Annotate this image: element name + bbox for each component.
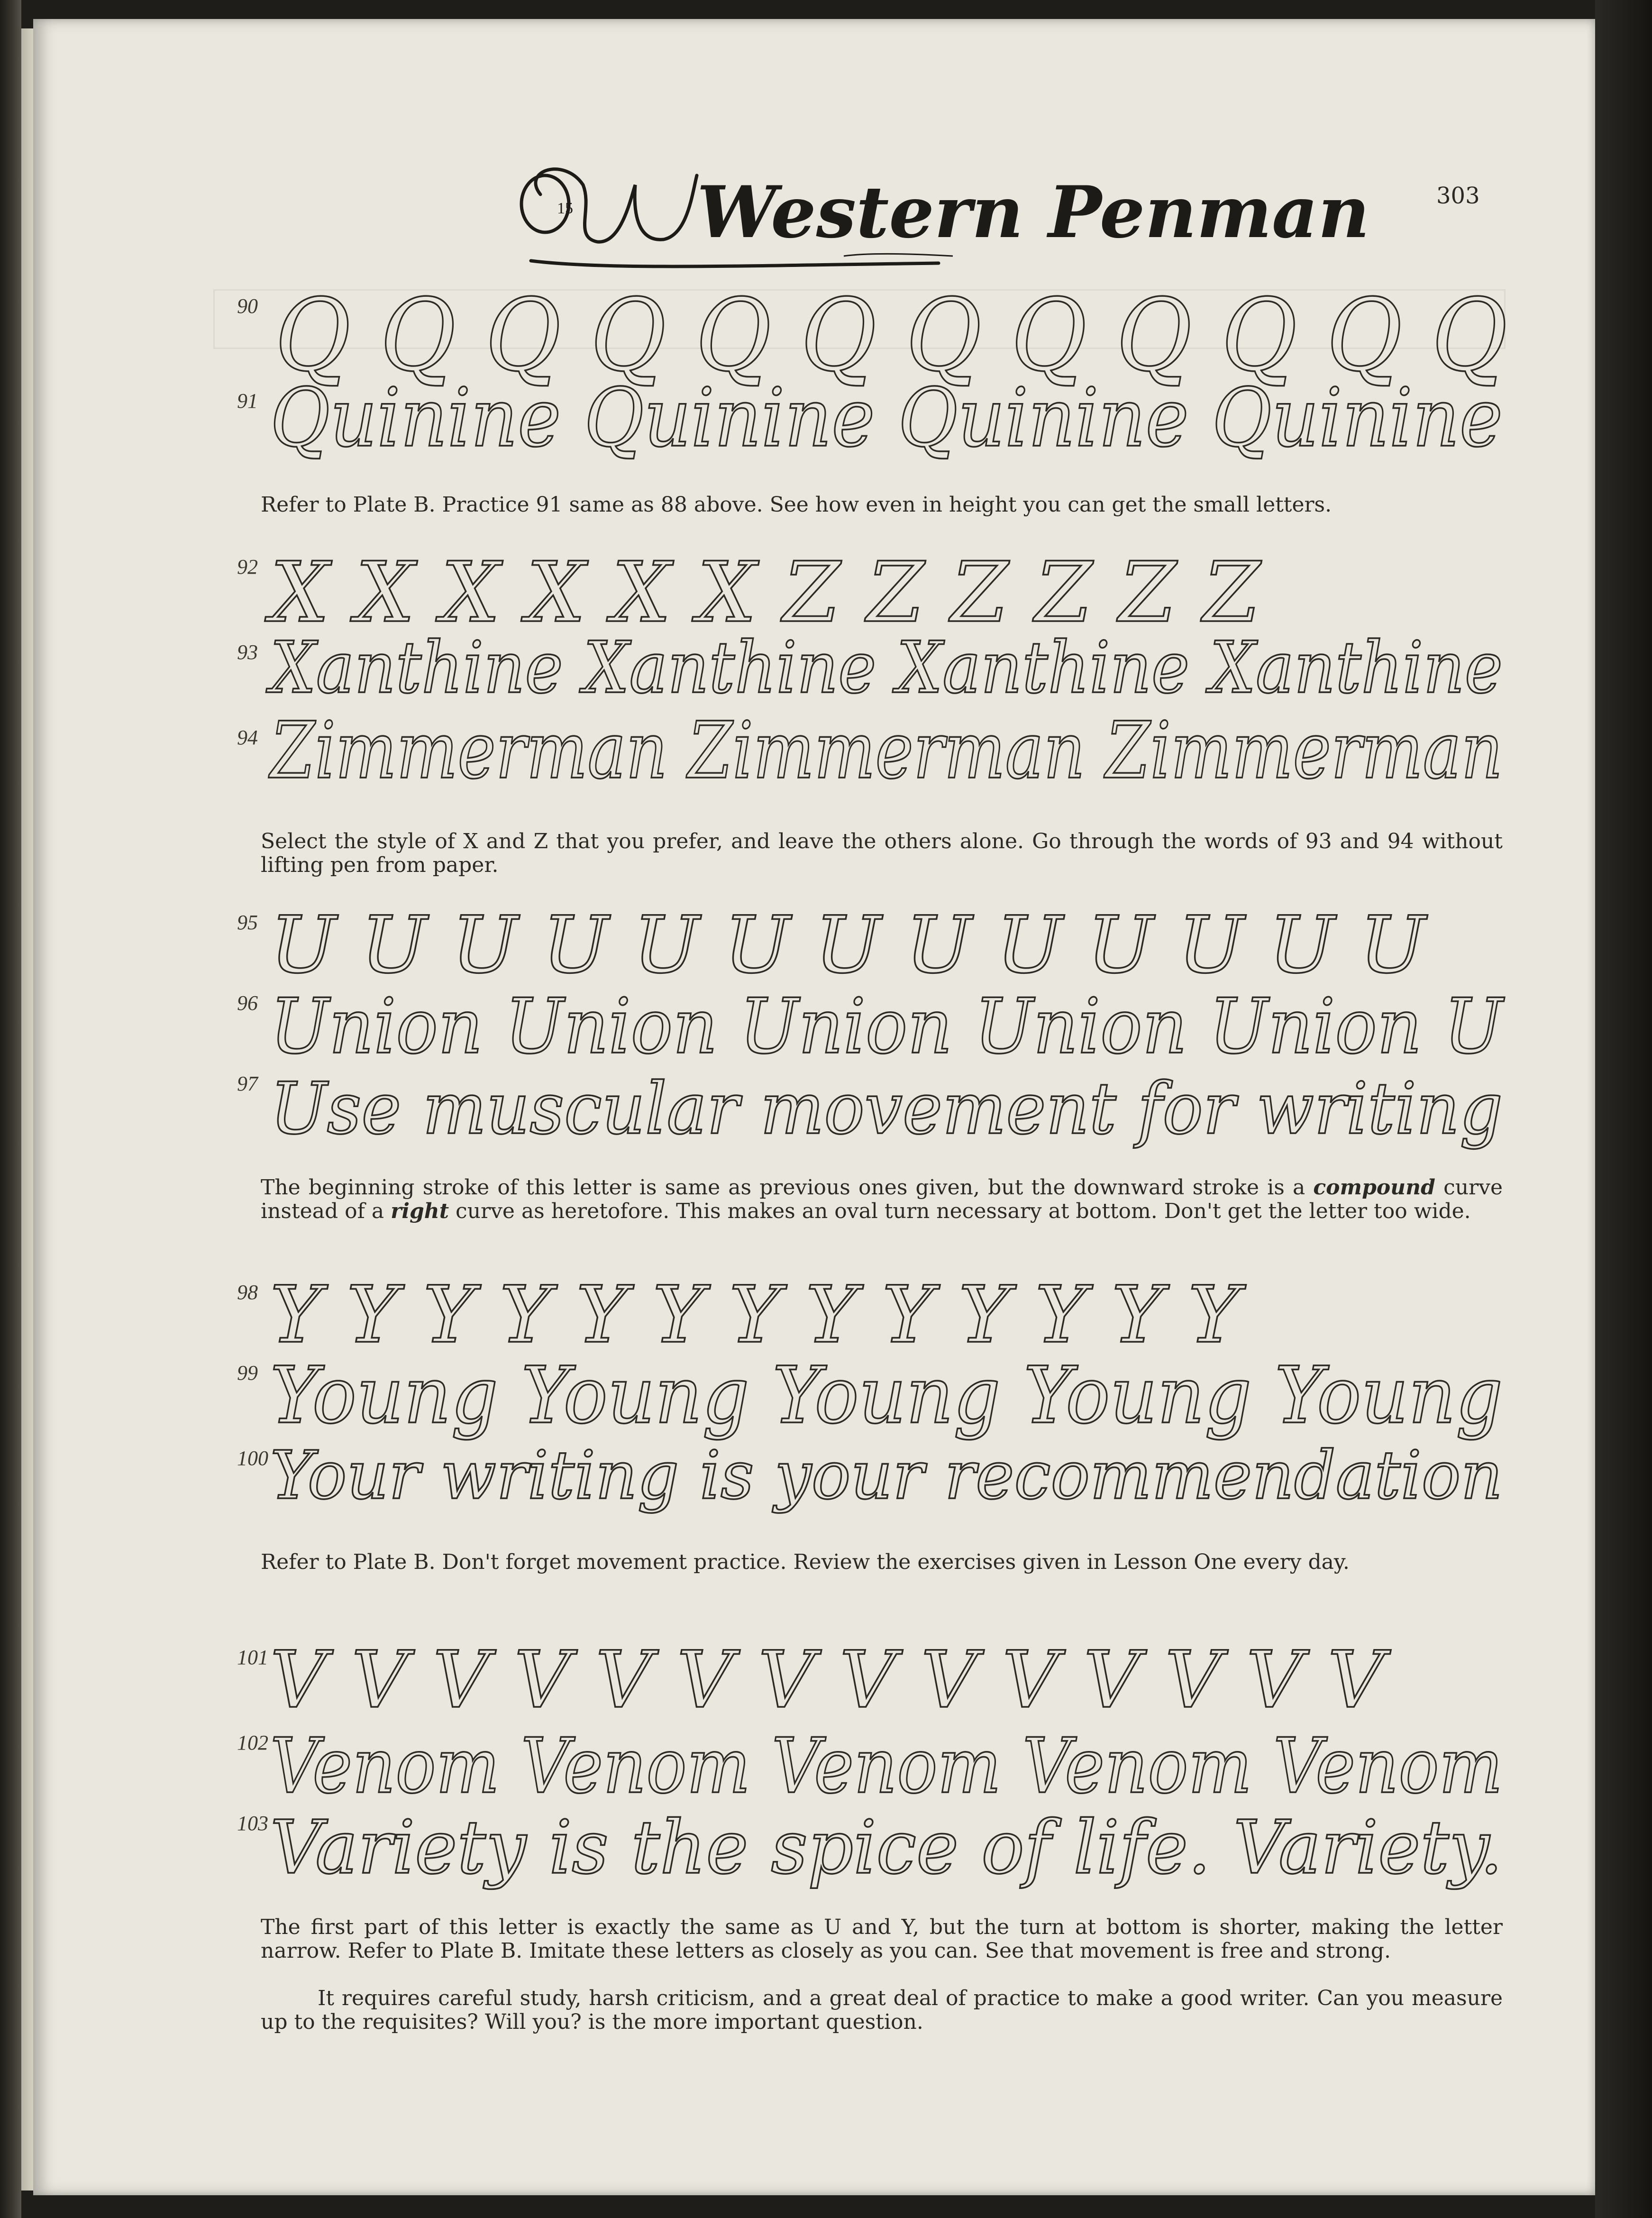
script-text: Xanthine Xanthine Xanthine Xanthine [265,627,1503,709]
exercise-number: 92 [237,555,258,578]
exercise-row [237,705,1526,820]
exercise-number: 102 [237,1731,268,1754]
script-line [265,705,1526,820]
script-line [265,371,1526,484]
script-text: Quinine Quinine Quinine Quinine [270,371,1503,465]
script-line [265,1802,1526,1906]
instruction-text: Select the style of X and Z that you prefer, and leave the others alone. Go through the words of 93 and 94 without lifting pen from paper. [261,829,1503,877]
script-text: Use muscular movement for writing [270,1068,1503,1150]
exercise-number: 103 [237,1812,268,1835]
exercise-number: 100 [237,1447,268,1470]
script-text: X X X X X X Z Z Z Z Z Z [270,545,1260,641]
background-edge [1595,0,1652,2218]
instruction-text: Refer to Plate B. Don't forget movement practice. Review the exercises given in Lesson One every day. [261,1550,1350,1574]
exercise-number: 101 [237,1646,268,1669]
script-text: Zimmerman Zimmerman Zimmerman [268,705,1503,796]
book-spine [0,0,21,2218]
emphasis-compound: compound [1313,1175,1435,1200]
exercise-number: 99 [237,1361,258,1384]
emphasis-right: right [391,1199,449,1223]
instruction-text: Refer to Plate B. Practice 91 same as 88 above. See how even in height you can get the small letters. [261,493,1332,517]
script-text: Q Q Q Q Q Q Q Q Q Q Q Q [275,277,1507,394]
exercise-number: 96 [237,991,258,1015]
script-text: Young Young Young Young Young [270,1350,1503,1441]
instruction-text: It requires careful study, harsh criticism, and a great deal of practice to make a good writer. Can you measure up to the requisites? Will you? is the more important question. [261,1986,1503,2034]
exercise-row [237,371,1526,484]
exercise-number: 93 [237,641,258,664]
book-page [33,19,1595,2195]
exercise-number: 95 [237,911,258,934]
script-text: Union Union Union Union Union U [270,982,1505,1071]
instruction-segment: curve as heretofore. This makes an oval turn necessary at bottom. Don't get the letter too wide. [449,1199,1471,1223]
script-text: Y Y Y Y Y Y Y Y Y Y Y Y Y [270,1269,1240,1360]
instruction-text [261,1176,1503,1223]
script-line [265,1062,1526,1166]
exercise-number: 94 [237,726,258,749]
script-text: U U U U U U U U U U U U U [270,899,1426,990]
instruction-segment: The beginning stroke of this letter is same as previous ones given, but the downward stroke is a [261,1175,1314,1200]
script-text: V V V V V V V V V V V V V V [270,1634,1385,1725]
logo-text: Western Penman [697,171,1370,254]
exercise-number: 90 [237,294,258,318]
exercise-row [237,1437,1526,1541]
page-number: 303 [1436,183,1480,209]
exercise-number: 98 [237,1281,258,1304]
instruction-text: The first part of this letter is exactly the same as U and Y, but the turn at bottom is shorter, making the letter narrow. Refer to Plate B. Imitate these letters as closely as you can. See that movement is free and strong. [261,1915,1503,1963]
exercise-row [237,1062,1526,1166]
masthead-logo [512,142,1370,280]
script-text: Venom Venom Venom Venom Venom [270,1722,1503,1810]
exercise-number: 91 [237,389,258,412]
exercise-row [237,1802,1526,1906]
script-line [265,1437,1526,1541]
script-text: Your writing is your recommendation [270,1437,1503,1514]
svg-text:15: 15 [557,200,573,217]
script-text: Variety is the spice of life. Variety. [270,1805,1503,1890]
western-penman-logo [512,142,1370,280]
instruction-segment: curve instead of a [261,1175,1503,1223]
exercise-number: 97 [237,1072,258,1095]
